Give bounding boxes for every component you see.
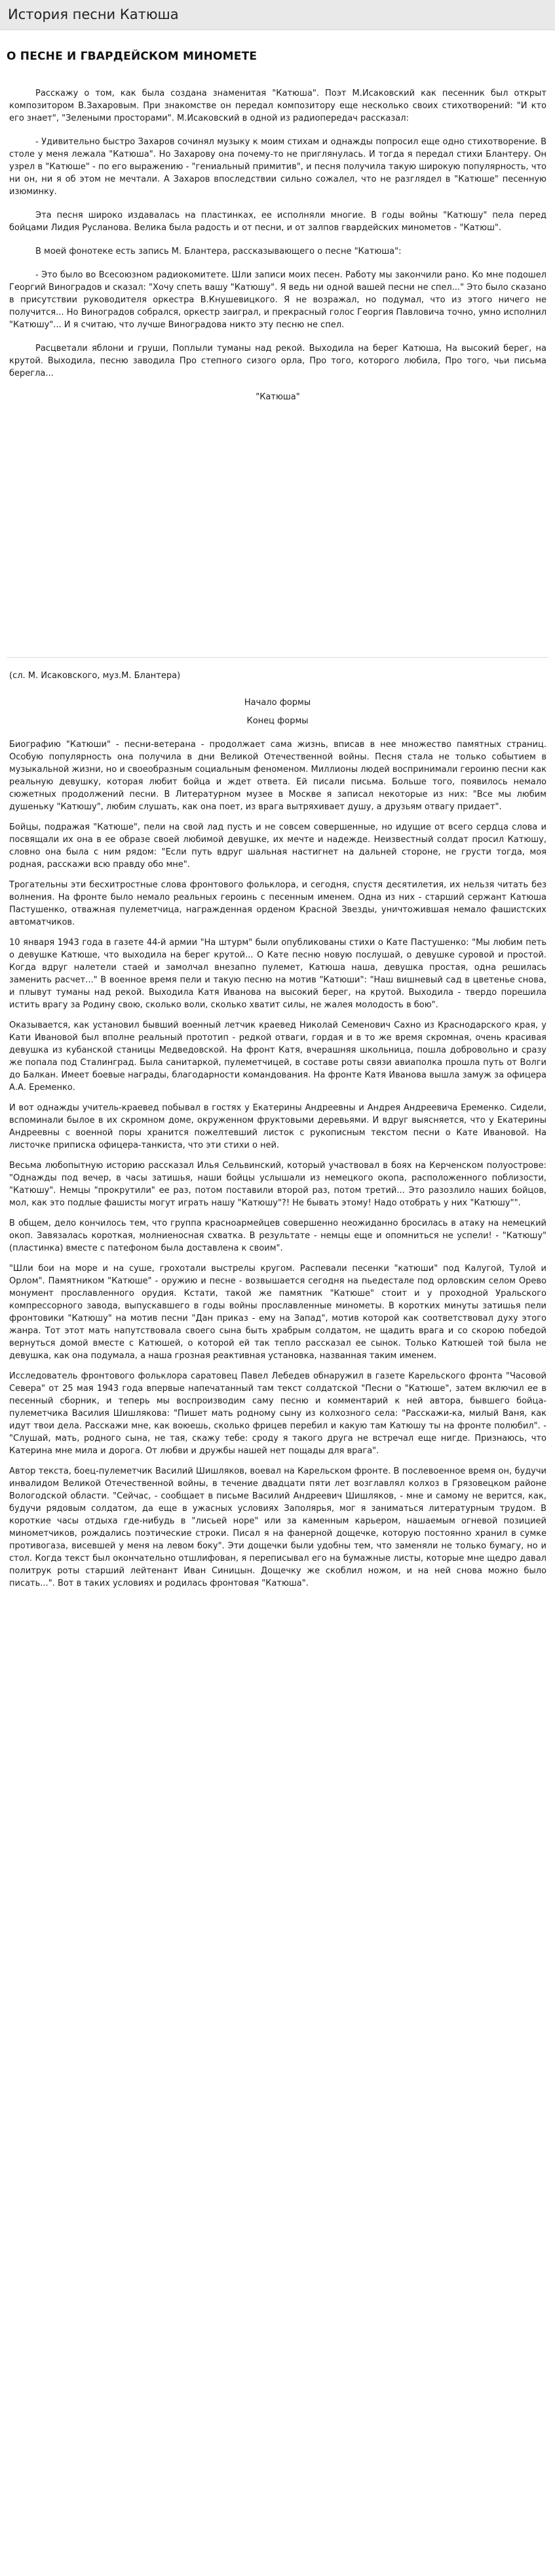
body-paragraph: "Шли бои на море и на суше, грохотали выстрелы кругом. Распевали песенки "катюши" под Калугой, Тулой и Орлом". Памятником "Катюше" - оружию и песне - возвышается сегодня на пьедестале под орловским селом Орево монумент прославленного орудия. Кстати, такой же памятник "Катюше" стоит и у проходной Уральского компрессорного завода, выпускавшего в годы войны прославленные минометы. В коротких минуты затишья пели фронтовики "Катюшу" на мотив песни "Дан приказ - ему на Запад", мотив которой как соответствовал духу этого жанра. Тот этот мать напутствовала своего сына быть храбрым солдатом, не щадить врага и со скорою победой вернуться домой вместе с Катюшей, о которой ей так тепло рассказал ее сынок. Только Катюшей той была не девушка, как она подумала, а наша грозная реактивная установка, названная таким именем. bbox=[9, 1264, 546, 1361]
intro-paragraph: Расскажу о том, как была создана знаменитая "Катюша". Поэт М.Исаковский как песенник был открыт композитором В.Захаровым. При знакомстве он передал композитору еще несколько своих стихотворений: "И кто его знает", "Зелеными просторами". М.Исаковский в одной из радиопередач рассказал: bbox=[9, 89, 546, 123]
article-body bbox=[9, 738, 546, 1590]
song-lyrics: Расцветали яблони и груши, Поплыли туманы над рекой. Выходила на берег Катюша, На высокий берег, на крутой. Выходила, песню заводила Про степного сизого орла, Про того, которого любила, Про того, чьи письма берегла... bbox=[9, 344, 546, 378]
body-paragraph: Биографию "Катюши" - песни-ветерана - продолжает сама жизнь, вписав в нее множество памятных страниц. Особую популярность она получила в дни Великой Отечественной войны. Песня стала не только событием в музыкальной жизни, но и своеобразным социальным феноменом. Миллионы людей воспринимали героиню песни как реальную девушку, которая любит бойца и ждет ответа. Ей писали письма. Больше того, появилось немало сюжетных продолжений песни. В Литературном музее в Москве я записал некоторые из них: "Все мы любим душеньку "Катюшу", любим слушать, как она поет, из врага вытряхивает душу, а друзьям отвагу придает". bbox=[9, 740, 546, 812]
body-paragraph: Бойцы, подражая "Катюше", пели на свой лад пусть и не совсем совершенные, но идущие от всего сердца слова и посвящали их она в ее образе своей любимой девушке, их мечте и надежде. Неизвестный солдат просил Катюшу, словно она была с ним рядом: "Если путь вдруг шальная настигнет на дальней стороне, не грусти тогда, моя родная, расскажи всю правду обо мне". bbox=[9, 822, 546, 870]
title-bar bbox=[0, 0, 555, 30]
intro-section bbox=[9, 87, 546, 403]
intro-paragraph: Эта песня широко издавалась на пластинках, ее исполняли многие. В годы войны "Катюшу" пела перед бойцами Лидия Русланова. Велика была радость и от песни, и от залпов гвардейских минометов - "Катюш". bbox=[9, 211, 546, 233]
body-paragraph: Автор текста, боец-пулеметчик Василий Шишляков, воевал на Карельском фронте. В послевоенное время он, будучи инвалидом Великой Отечественной войны, в течение двадцати пяти лет возглавлял колхоз в Грязовецком районе Вологодской области. "Сейчас, - сообщает в письме Василий Андреевич Шишляков, - мне и самому не верится, как, будучи рядовым солдатом, да еще в ужасных условиях Заполярья, мог я заниматься литературным трудом. В короткие часы отдыха где-нибудь в "лисьей норе" или за каменным карьером, нашаемым огневой позицией минометчиков, рождались поэтические строки. Писал я на фанерной дощечке, которую постоянно хранил в сумке противогаза, висевшей у меня на левом боку". Эти дощечки были удобны тем, что заменяли не только бумагу, но и стол. Когда текст был окончательно отшлифован, я переписывал его на бумажные листы, которые мне щедро давал политрук роты старший лейтенант Иван Синицын. Дощечку же скоблил ножом, и на ней снова можно было писать...". Вот в таких условиях и родилась фронтовая "Катюша". bbox=[9, 1466, 546, 1588]
song-credit: (сл. М. Исаковского, муз.М. Блантера) bbox=[9, 671, 181, 681]
form-end-marker: Конец формы bbox=[246, 716, 309, 726]
page-title: История песни Катюша bbox=[8, 7, 179, 22]
article-heading: О ПЕСНЕ И ГВАРДЕЙСКОМ МИНОМЕТЕ bbox=[7, 50, 258, 63]
divider bbox=[7, 657, 548, 658]
body-paragraph: Весьма любопытную историю рассказал Илья Сельвинский, который участвовал в боях на Керченском полуострове: "Однажды под вечер, в часы затишья, наши бойцы услышали из немецкого окопа, расположенного поблизости, "Катюшу". Немцы "прокрутили" ее раз, потом поставили второй раз, потом третий... Это разозлило наших бойцов, мол, как это подлые фашисты могут играть нашу "Катюшу"?! Не бывать этому! Надо отобрать у них "Катюшу"". bbox=[9, 1161, 546, 1208]
blanter-quote: - Это было во Всесоюзном радиокомитете. Шли записи моих песен. Работу мы закончили рано. Ко мне подошел Георгий Виноградов и сказал: "Хочу спеть вашу "Катюшу". Я ведь ни одной вашей песни не спел..." Это было сказано в присутствии руководителя оркестра В.Кнушевицкого. Я не возражал, но подумал, что из этого ничего не получится... Но Виноградов собрался, оркестр заиграл, и прекрасный голос Георгия Павловича точно, умно исполнил "Катюшу"... И я считаю, что лучше Виноградова никто эту песню не спел. bbox=[9, 270, 546, 330]
body-paragraph: 10 января 1943 года в газете 44-й армии "На штурм" были опубликованы стихи о Кате Пастушенко: "Мы любим петь о девушке Катюше, что выходила на берег крутой... О Кате песню новую послушай, о девушке суровой и простой. Когда вдруг налетели стаей и замолчал внезапно пулемет, Катюша наша, девушка простая, одна решилась заменить расчет..." В военное время пели и такую песню на мотив "Катюши": "Наш вишневый сад в цветенье снова, и плывут туманы над рекой. Выходила Катя Иванова на высокий берег, на крутой. Выходила - твердо порешила истить врагу за Родину свою, сколько воли, сколько хватит силы, не жалея молодость в бою". bbox=[9, 938, 546, 1010]
body-paragraph: В общем, дело кончилось тем, что группа красноармейцев совершенно неожиданно бросилась в атаку на немецкий окоп. Завязалась короткая, молниеносная схватка. В результате - немцы еще и опомниться не успели! - "Катюшу" (пластинка) вместе с патефоном была доставлена к своим". bbox=[9, 1218, 546, 1253]
body-paragraph: Трогательны эти бесхитростные слова фронтового фольклора, и сегодня, спустя десятилетия, их нельзя читать без волнения. На фронте было немало реальных героинь с песенным именем. Одна из них - старший сержант Катюша Пастушенко, отважная пулеметчица, награжденная орденом Красной Звезды, уничтожившая немало фашистских автоматчиков. bbox=[9, 880, 546, 927]
song-title: "Катюша" bbox=[256, 392, 300, 402]
intro-paragraph: - Удивительно быстро Захаров сочинял музыку к моим стихам и однажды попросил еще одно стихотворение. В столе у меня лежала "Катюша". Но Захарову она почему-то не приглянулась. И тогда я передал стихи Блантеру. Он узрел в "Катюше" - по его выражению - "гениальный примитив", и песня получила такую широкую популярность, что ни он, ни я об этом не мечтали. А Захаров впоследствии сильно сожалел, что не разглядел в "Катюше" песенную изюминку. bbox=[9, 137, 546, 197]
form-start-marker: Начало формы bbox=[244, 698, 311, 708]
body-paragraph: И вот однажды учитель-краевед побывал в гостях у Екатерины Андреевны и Андрея Андреевича Еременко. Сидели, вспоминали былое в их скромном доме, окруженном фруктовыми деревьями. И вдруг выясняется, что у Екатерины Андреевны с военной поры хранится пожелтевший листок с рукописным текстом песни о Кате Ивановой. На листочке приписка офицера-танкиста, что эти стихи о ней. bbox=[9, 1103, 546, 1150]
intro-paragraph: В моей фонотеке есть запись М. Блантера, рассказывающего о песне "Катюша": bbox=[35, 247, 402, 256]
body-paragraph: Исследователь фронтового фольклора саратовец Павел Лебедев обнаружил в газете Карельского фронта "Часовой Севера" от 25 мая 1943 года впервые напечатанный там текст солдатской "Песни о "Катюше", затем включил ее в песенный сборник, и теперь мы воспроизводим саму песню и комментарий к ней автора, бывшего бойца-пулеметчика Василия Шишлякова: "Пишет мать родному сыну из колхозного села: "Расскажи-ка, милый Ваня, как идут твои дела. Расскажи мне, как воюешь, сколько фрицев перебил и какую там Катюшу ты на фронте полюбил". - "Слушай, мать, родного сына, не тая, скажу тебе: сроду я такого друга не встречал еще нигде. Признаюсь, что Катерина мне мила и дорога. От любви и дружбы нашей нет пощады для врага". bbox=[9, 1371, 546, 1456]
body-paragraph: Оказывается, как установил бывший военный летчик краевед Николай Семенович Сахно из Краснодарского края, у Кати Ивановой был вполне реальный прототип - редкой отваги, гордая и в то же время скромная, очень красивая девушка из кубанской станицы Медведовской. На фронт Катя, вчерашняя школьница, пошла добровольно и сразу же попала под Сталинград. Была санитаркой, пулеметчицей, в составе роты связи авиаполка прошла путь от Волги до Балкан. Имеет боевые награды, благодарности командования. На фронте Катя Иванова вышла замуж за офицера А.А. Еременко. bbox=[9, 1020, 546, 1093]
